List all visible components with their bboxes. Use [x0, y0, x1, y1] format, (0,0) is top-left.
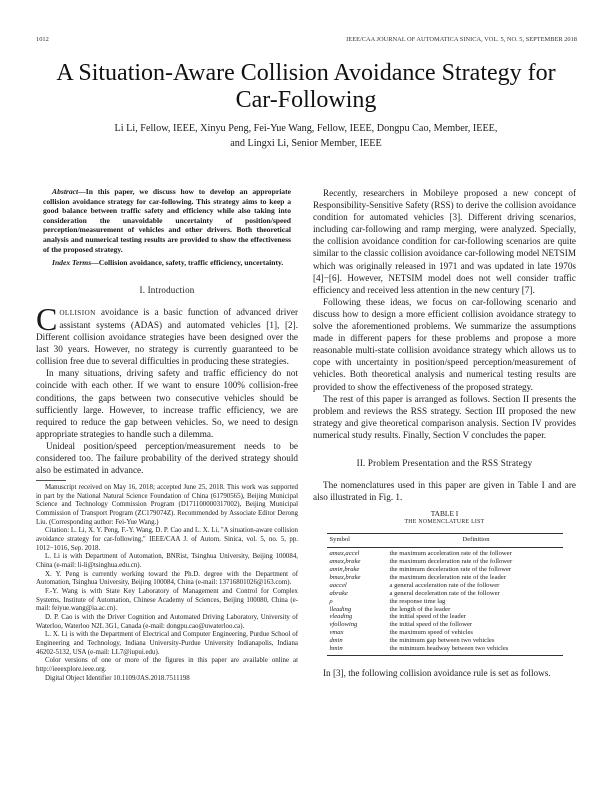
table-definition: the minimum deceleration rate of the follower: [389, 565, 512, 573]
intro-paragraph-1-text: avoidance is a basic function of advanced driver assistant systems (ADAS) and automated vehicles [1], [2]. Different collision avoidance strategies have been designed over the last 30 years. However, no strategy is currently guaranteed to be collision free due to several difficulties in producing these strategies.: [36, 306, 298, 367]
table-symbol: amax,brake: [329, 558, 361, 566]
intro-paragraph-2: In many situations, driving safety and traffic efficiency do not coincide with each other. If we want to ensure 100% collision-free conditions, the gaps between two consecutive vehicles should be sufficiently large. However, to increase traffic efficiency, we are required to reduce the gap between vehicles. So, we need to design appropriate strategies to handle such a dilemma.: [36, 368, 298, 439]
table-definition: a general deceleration rate of the follower: [389, 589, 500, 597]
rss-paragraph: Recently, researchers in Mobileye proposed a new concept of Responsibility-Sensitive Safety (RSS) to derive the collision avoidance condition for automated vehicles [3]. Different driving scenarios, including car-following and ramp merging, were analyzed. Specially, the collision avoidance condition for car-following scenarios are quite similar to the classic collision avoidance car-following model NETSIM which was originally released in 1971 and was updated in late 1970s [4]−[6]. However, NETSIM model does not well consider traffic efficiency and received less attention in the new century [7].: [313, 188, 576, 295]
rss-rule-paragraph: In [3], the following collision avoidance rule is set as follows.: [323, 667, 551, 678]
table-row: [327, 629, 563, 637]
table-row: [327, 598, 563, 606]
index-terms-lead: Index Terms: [52, 258, 92, 268]
table-caption: THE NOMENCLATURE LIST: [404, 519, 485, 526]
table-definition: the maximum acceleration rate of the follower: [389, 550, 512, 558]
table-symbol: ρ: [329, 597, 333, 605]
table-label: TABLE I: [430, 509, 459, 519]
nomenclature-paragraph: The nomenclatures used in this paper are given in Table I and are also illustrated in Fig. 1.: [313, 480, 576, 503]
table-definition: the initial speed of the leader: [389, 613, 466, 621]
table-row: [327, 574, 563, 582]
table-symbol: dmin: [329, 637, 343, 645]
table-row: [327, 645, 563, 655]
table-definition: the minimum headway between two vehicles: [390, 645, 563, 655]
right-column: [313, 187, 576, 679]
table-definition: the length of the leader: [389, 605, 451, 613]
table-row: [327, 606, 563, 614]
table-definition: the maximum speed of vehicles: [389, 629, 473, 637]
index-terms: [36, 258, 298, 268]
table-definition: the response time lag: [389, 597, 446, 605]
section-2-heading: II. Problem Presentation and the RSS Strategy: [356, 457, 533, 468]
table-symbol: hmin: [327, 645, 390, 655]
author-block: [36, 122, 576, 151]
table-definition: a general acceleration rate of the follower: [389, 581, 500, 589]
table-header-symbol: Symbol: [327, 534, 390, 548]
table-symbol: aaccel: [329, 581, 347, 589]
authors-line-1: Li Li, Fellow, IEEE, Xinyu Peng, Fei-Yue Wang, Fellow, IEEE, Dongpu Cao, Member, IEEE,: [114, 123, 498, 134]
paper-title: A Situation-Aware Collision Avoidance Strategy for Car-Following: [56, 60, 556, 113]
authors-line-2: and Lingxi Li, Senior Member, IEEE: [230, 137, 382, 149]
table-row: [327, 637, 563, 645]
intro-first-word: OLLISION: [59, 308, 96, 317]
table-row: [327, 548, 563, 558]
following-ideas-paragraph: Following these ideas, we focus on car-following scenario and discuss how to design a more efficient collision avoidance strategy to solve the aforementioned problems. We summarize the assumptions made in different papers for these problems and propose a more reasonable multi-state collision avoidance strategy which allows us to cope with uncertainty in position/speed perception/measurement of vehicles. Both theoretical analysis and numerical testing results are provided to show the effectiveness of the proposed strategy.: [313, 296, 576, 392]
table-symbol: bmax,brake: [329, 573, 361, 581]
footnote-author-peng: X. Y. Peng is currently working toward the Ph.D. degree with the Department of Automation, Tsinghua University, Beijing 100084, China (e-mail: 13716801026@163.com).: [36, 570, 298, 587]
table-symbol: amax,accel: [329, 550, 360, 558]
journal-running-head: IEEE/CAA JOURNAL OF AUTOMATICA SINICA, VOL. 5, NO. 5, SEPTEMBER 2018: [346, 36, 577, 43]
footnote-doi: Digital Object Identifier 10.1109/JAS.2018.7511198: [45, 674, 190, 682]
footnote-received: Manuscript received on May 16, 2018; accepted June 25, 2018. This work was supported in part by the National Natural Science Foundation of China (61790565), Beijing Municipal Science and Technology Commission Program (D171100000317002), Beijing Municipal Commission of Transport Program (ZC179074Z). Recommended by Associate Editor Derong Liu. (Corresponding author: Fei-Yue Wang.): [36, 484, 298, 526]
nomenclature-table: [327, 533, 563, 656]
table-definition: the minimum gap between two vehicles: [389, 637, 495, 645]
table-row: [327, 558, 563, 566]
footnote-rule: [36, 480, 66, 481]
table-symbol: abrake: [329, 589, 348, 597]
footnote-author-lingxi: L. X. Li is with the Department of Electrical and Computer Engineering, Purdue School of Engineering and Technology, Indiana University-Purdue University Indianapolis, Indiana 46202-5132, USA (e-mail: LL7@iupui.edu).: [36, 631, 298, 656]
footnote-citation: Citation: L. Li, X. Y. Peng, F.-Y. Wang, D. P. Cao and L. X. Li, "A situation-aware collision avoidance strategy for car-following," IEEE/CAA J. of Autom. Sinica, vol. 5, no. 5, pp. 1012−1016, Sep. 2018.: [36, 527, 298, 552]
intro-paragraph-3: Unideal position/speed perception/measurement needs to be considered too. The failure probability of the derived strategy should also be estimated in advance.: [36, 440, 298, 476]
table-symbol: amin,brake: [329, 565, 360, 573]
footnote-author-cao: D. P. Cao is with the Driver Cognition and Automated Driving Laboratory, University of Waterloo, Waterloo N2L 3G1, Canada (e-mail: dongpu.cao@uwaterloo.ca).: [36, 614, 298, 630]
footnote-author-li: L. Li is with Department of Automation, BNRist, Tsinghua University, Beijing 100084, China (e-mail: li-li@tsinghua.edu.cn).: [36, 553, 298, 570]
section-1-heading: I. Introduction: [139, 284, 195, 295]
table-symbol: vfollowing: [329, 621, 358, 629]
left-column: [36, 187, 298, 683]
table-symbol: vmax: [329, 629, 344, 637]
drop-cap: C: [36, 300, 58, 337]
abstract: [36, 187, 298, 254]
abstract-text: —In this paper, we discuss how to develop an appropriate collision avoidance strategy for car-following. This strategy aims to keep a good balance between traffic safety and efficiency while also taking into consideration the unavoidable uncertainty of position/speed perception/measurement of vehicles and other drivers. Both theoretical analysis and numerical testing results are provided to show the effectiveness of the proposed strategy.: [43, 187, 291, 254]
table-symbol: vleading: [329, 613, 353, 621]
abstract-lead: Abstract: [52, 187, 79, 196]
table-definition: the maximum deceleration rate of the leader: [389, 573, 506, 581]
table-definition: the maximum deceleration rate of the follower: [389, 558, 513, 566]
index-terms-text: —Collision avoidance, safety, traffic efficiency, uncertainty.: [91, 258, 284, 268]
table-row: [327, 621, 563, 629]
paper-outline-paragraph: The rest of this paper is arranged as follows. Section II presents the problem and reviews the RSS strategy. Section III proposed the new strategy and give theoretical comparison analysis. Section IV provides numerical study results. Finally, Section V concludes the paper.: [313, 393, 576, 440]
footnote-author-wang: F.-Y. Wang is with State Key Laboratory of Management and Control for Complex Systems, Institute of Automation, Chinese Academy of Sciences, Beijing 100080, China (e-mail: feiyue.wang@ia.ac.cn).: [36, 588, 298, 613]
intro-paragraph-1: [36, 300, 298, 367]
table-definition: the initial speed of the follower: [389, 621, 473, 629]
table-row: [327, 566, 563, 574]
page-number: 1012: [36, 36, 49, 43]
table-row: [327, 613, 563, 621]
table-symbol: lleading: [329, 605, 352, 613]
table-row: [327, 582, 563, 590]
table-row: [327, 590, 563, 598]
footnote-color: Color versions of one or more of the figures in this paper are available online at http://ieeexplore.ieee.org.: [36, 657, 298, 673]
table-header-definition: Definition: [390, 534, 563, 548]
